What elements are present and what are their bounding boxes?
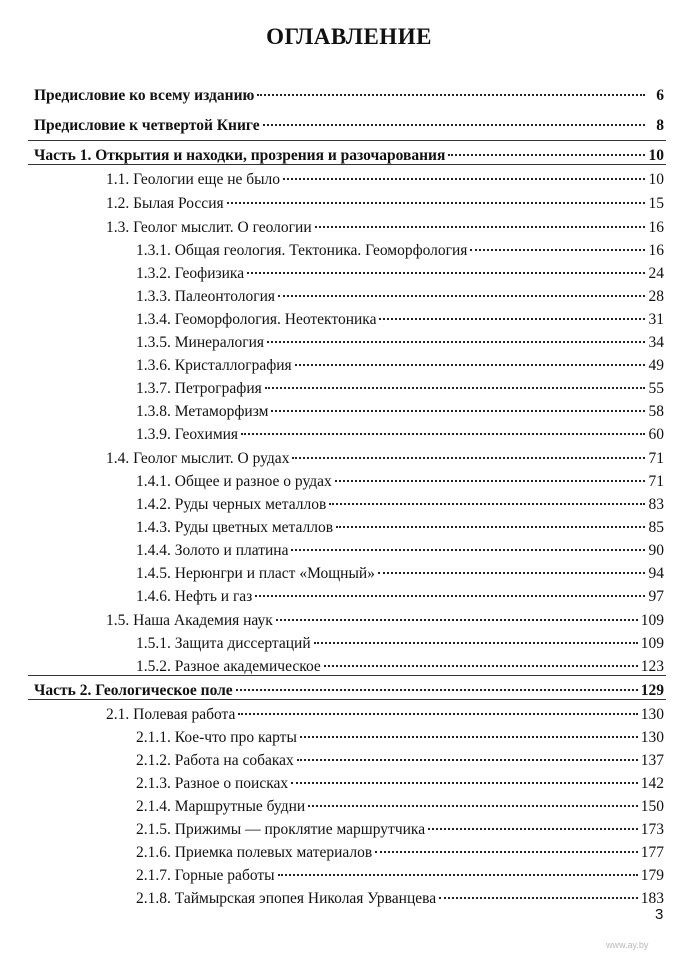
- toc-entry-page: 97: [648, 588, 664, 605]
- toc-entry-title: 1.3.2. Геофизика: [136, 265, 245, 282]
- toc-entry: [34, 146, 664, 166]
- dot-leader: [241, 433, 645, 435]
- toc-entry-page: 183: [640, 890, 664, 907]
- dot-leader: [297, 759, 638, 761]
- toc-entry-page: 15: [648, 195, 664, 212]
- toc-entry: [136, 379, 664, 399]
- toc-entry: [136, 356, 664, 376]
- dot-leader: [470, 249, 645, 251]
- toc-entry-title: 1.3.4. Геоморфология. Неотектоника: [136, 311, 377, 328]
- dot-leader: [308, 805, 638, 807]
- toc-entry-page: 137: [640, 752, 664, 769]
- toc-entry-page: 31: [648, 311, 664, 328]
- toc-entry: [136, 820, 664, 840]
- toc-entry-page: 142: [640, 775, 664, 792]
- toc-entry-title: 1.1. Геологии еще не было: [106, 171, 281, 188]
- toc-entry-page: 60: [648, 426, 664, 443]
- toc-entry-title: 1.4.6. Нефть и газ: [136, 588, 253, 605]
- dot-leader: [291, 549, 645, 551]
- toc-entry-page: 71: [648, 450, 664, 467]
- dot-leader: [291, 782, 638, 784]
- dot-leader: [255, 595, 645, 597]
- toc-entry: [34, 86, 664, 106]
- toc-entry: [136, 402, 664, 422]
- toc-entry: [34, 681, 664, 701]
- dot-leader: [448, 154, 645, 156]
- toc-entry-title: 1.4. Геолог мыслит. О рудах: [106, 450, 290, 467]
- dot-leader: [257, 94, 645, 96]
- toc-entry-title: 1.3.1. Общая геология. Тектоника. Геоморфология: [136, 242, 468, 259]
- toc-entry: [106, 194, 664, 214]
- toc-entry-title: 1.5.2. Разное академическое: [136, 658, 321, 675]
- toc-entry: [106, 170, 664, 190]
- watermark: www.ay.by: [606, 940, 649, 950]
- toc-entry-title: 1.5.1. Защита диссертаций: [136, 635, 311, 652]
- toc-entry: [106, 449, 664, 469]
- page-title: ОГЛАВЛЕНИЕ: [266, 24, 432, 49]
- toc-entry-title: 2.1.2. Работа на собаках: [136, 752, 294, 769]
- toc-entry-title: 2.1. Полевая работа: [106, 706, 236, 723]
- dot-leader: [378, 572, 645, 574]
- page-number: 3: [655, 906, 664, 923]
- section-divider: [28, 164, 666, 165]
- toc-entry-page: 71: [648, 473, 664, 490]
- toc-entry-page: 123: [640, 658, 664, 675]
- toc-entry-page: 130: [640, 706, 664, 723]
- toc-entry: [136, 472, 664, 492]
- dot-leader: [375, 851, 638, 853]
- section-divider: [28, 140, 666, 141]
- toc-entry-title: 2.1.4. Маршрутные будни: [136, 798, 306, 815]
- toc-entry-title: 2.1.6. Приемка полевых материалов: [136, 844, 373, 861]
- toc-entry-page: 150: [640, 798, 664, 815]
- toc-entry-page: 109: [640, 612, 664, 629]
- toc-entry: [136, 728, 664, 748]
- toc-entry: [136, 774, 664, 794]
- toc-entry: [136, 287, 664, 307]
- toc-entry-title: 1.3.7. Петрография: [136, 380, 262, 397]
- section-divider: [28, 675, 666, 676]
- dot-leader: [247, 272, 645, 274]
- toc-entry-title: 1.4.4. Золото и платина: [136, 542, 289, 559]
- toc-entry: [106, 705, 664, 725]
- toc-entry: [136, 495, 664, 515]
- toc-entry-page: 177: [640, 844, 664, 861]
- toc-entry: [136, 310, 664, 330]
- toc-entry-page: 49: [648, 357, 664, 374]
- toc-entry-title: 2.1.8. Таймырская эпопея Николая Урванцева: [136, 890, 437, 907]
- toc-entry-page: 24: [648, 265, 664, 282]
- dot-leader: [227, 202, 645, 204]
- toc-entry-page: 130: [640, 729, 664, 746]
- toc-entry-title: Предисловие к четвертой Книге: [34, 117, 260, 134]
- toc-entry: [106, 611, 664, 631]
- toc-entry-page: 58: [648, 403, 664, 420]
- toc-entry: [136, 241, 664, 261]
- dot-leader: [336, 526, 645, 528]
- toc-entry-page: 10: [648, 147, 664, 164]
- toc-entry-title: 1.3.8. Метаморфизм: [136, 403, 269, 420]
- toc-entry: [136, 518, 664, 538]
- toc-entry-title: 1.4.1. Общее и разное о рудах: [136, 473, 332, 490]
- toc-entry-page: 179: [640, 867, 664, 884]
- toc-entry: [136, 264, 664, 284]
- toc-entry-title: 1.3.9. Геохимия: [136, 426, 239, 443]
- toc-entry-title: 1.3.3. Палеонтология: [136, 288, 276, 305]
- toc-entry-title: 1.4.3. Руды цветных металлов: [136, 519, 334, 536]
- toc-entry: [136, 866, 664, 886]
- toc-entry-title: 1.5. Наша Академия наук: [106, 612, 273, 629]
- toc-entry-page: 28: [648, 288, 664, 305]
- toc-entry-title: 2.1.7. Горные работы: [136, 867, 275, 884]
- dot-leader: [263, 124, 645, 126]
- dot-leader: [283, 178, 645, 180]
- toc-entry-page: 85: [648, 519, 664, 536]
- toc-entry-title: 1.3.5. Минералогия: [136, 334, 265, 351]
- dot-leader: [295, 364, 645, 366]
- toc-entry: [136, 889, 664, 909]
- toc-entry: [136, 425, 664, 445]
- toc-entry-page: 83: [648, 496, 664, 513]
- section-divider: [28, 699, 666, 700]
- toc-entry: [136, 333, 664, 353]
- toc-entry-page: 94: [648, 565, 664, 582]
- toc-entry-page: 55: [648, 380, 664, 397]
- toc-entry-title: Часть 1. Открытия и находки, прозрения и разочарования: [34, 147, 446, 164]
- dot-leader: [238, 713, 637, 715]
- toc-entry-page: 129: [640, 682, 664, 699]
- toc-entry: [136, 657, 664, 677]
- toc-entry-title: 1.4.2. Руды черных металлов: [136, 496, 327, 513]
- toc-entry-title: Часть 2. Геологическое поле: [34, 682, 233, 699]
- toc-entry-page: 10: [648, 171, 664, 188]
- dot-leader: [428, 828, 638, 830]
- dot-leader: [276, 619, 638, 621]
- toc-entry: [136, 634, 664, 654]
- toc-entry: [136, 797, 664, 817]
- toc-entry-title: 1.2. Былая Россия: [106, 195, 224, 212]
- dot-leader: [292, 457, 645, 459]
- toc-entry-title: 1.4.5. Нерюнгри и пласт «Мощный»: [136, 565, 375, 582]
- dot-leader: [335, 480, 645, 482]
- toc-entry-title: 1.3. Геолог мыслит. О геологии: [106, 219, 312, 236]
- dot-leader: [314, 642, 638, 644]
- toc-entry-title: 2.1.5. Прижимы — проклятие маршрутчика: [136, 821, 426, 838]
- toc-entry: [34, 116, 664, 136]
- dot-leader: [329, 503, 645, 505]
- dot-leader: [271, 410, 645, 412]
- toc-entry: [136, 843, 664, 863]
- toc-entry: [106, 218, 664, 238]
- dot-leader: [278, 295, 645, 297]
- toc-entry-page: 173: [640, 821, 664, 838]
- dot-leader: [439, 897, 638, 899]
- dot-leader: [267, 341, 645, 343]
- dot-leader: [324, 665, 638, 667]
- toc-entry-page: 109: [640, 635, 664, 652]
- toc-entry-title: Предисловие ко всему изданию: [34, 87, 255, 104]
- toc-entry-page: 90: [648, 542, 664, 559]
- toc-entry: [136, 541, 664, 561]
- toc-entry-title: 2.1.3. Разное о поисках: [136, 775, 289, 792]
- toc-entry: [136, 564, 664, 584]
- toc-entry-page: 16: [648, 219, 664, 236]
- toc-entry-title: 1.3.6. Кристаллография: [136, 357, 292, 374]
- toc-entry: [136, 587, 664, 607]
- dot-leader: [300, 736, 638, 738]
- dot-leader: [315, 226, 645, 228]
- dot-leader: [379, 318, 645, 320]
- toc-entry-page: 6: [656, 87, 664, 104]
- dot-leader: [236, 689, 638, 691]
- toc-entry: [136, 751, 664, 771]
- toc-entry-page: 16: [648, 242, 664, 259]
- dot-leader: [265, 387, 645, 389]
- toc-entry-page: 34: [648, 334, 664, 351]
- toc-entry-title: 2.1.1. Кое-что про карты: [136, 729, 297, 746]
- toc-entry-page: 8: [656, 117, 664, 134]
- dot-leader: [278, 874, 638, 876]
